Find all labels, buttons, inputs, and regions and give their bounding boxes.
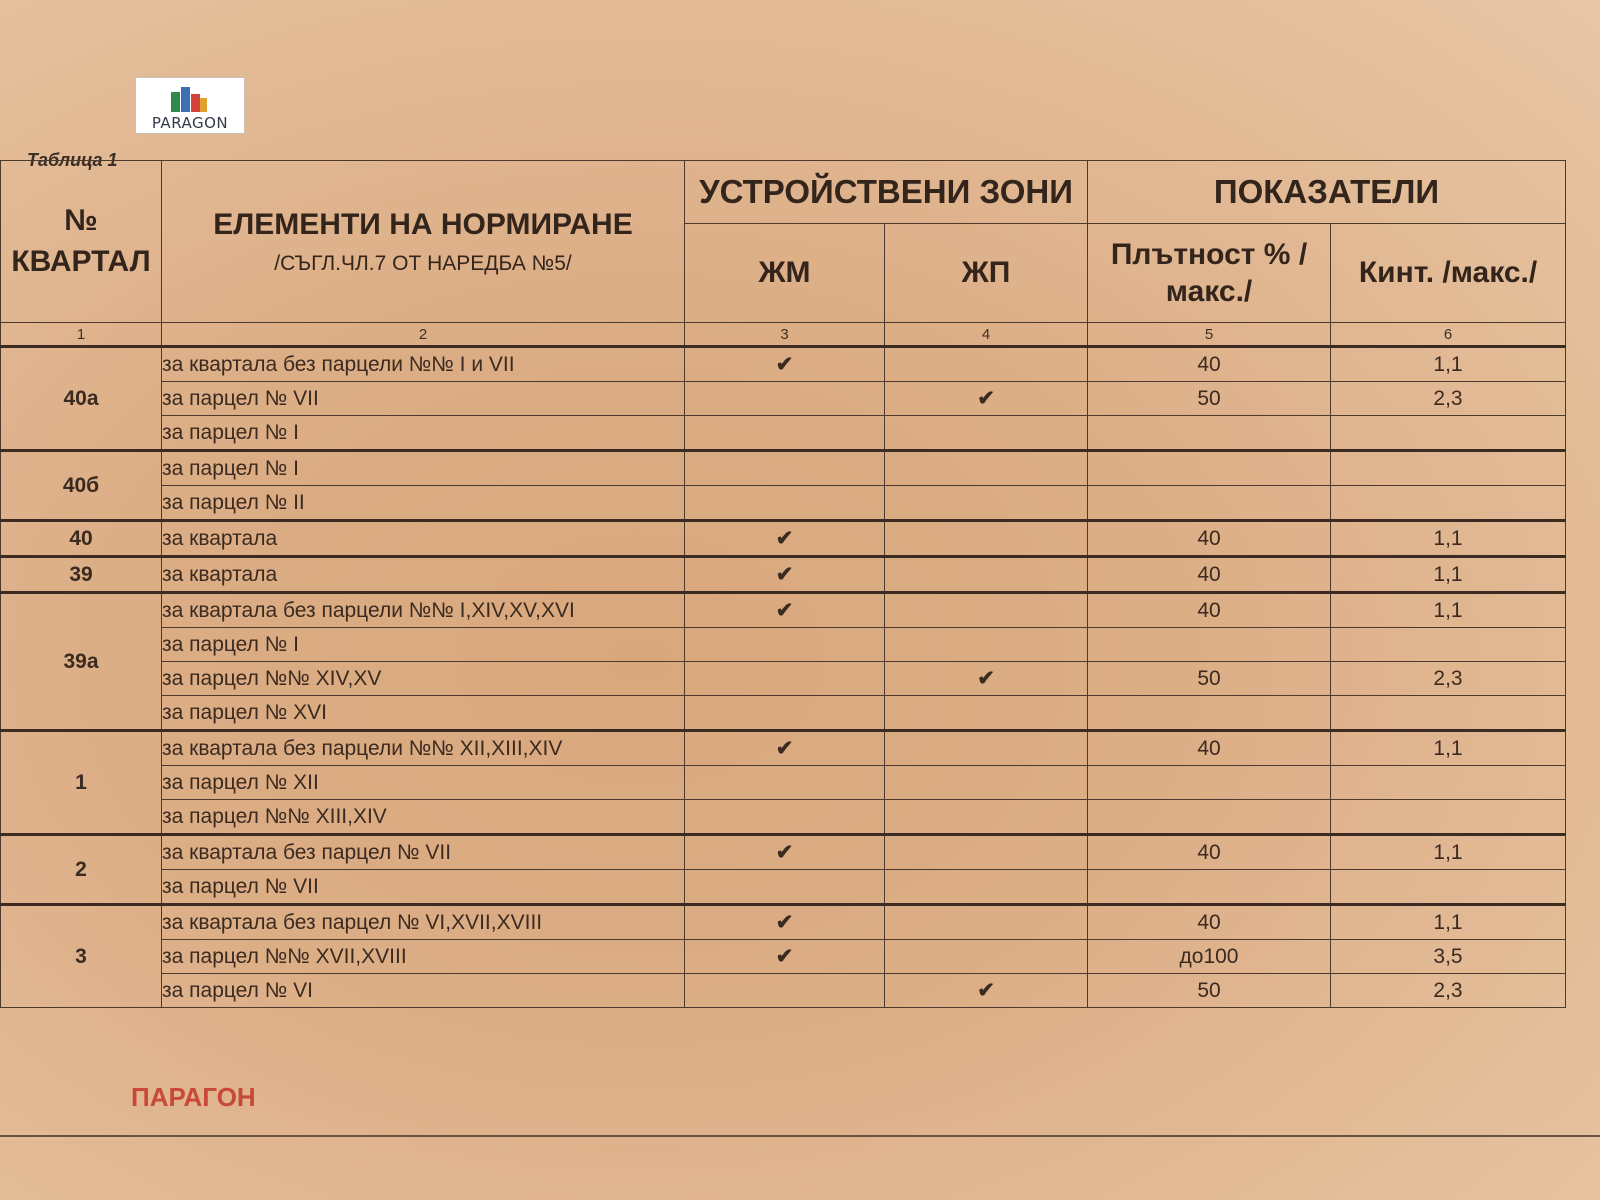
table-row (1, 347, 1566, 382)
zhp-check-cell (885, 593, 1088, 628)
table-row (1, 416, 1566, 451)
element-cell: за парцел № XVI (162, 696, 685, 731)
zhm-check-cell: ✔ (685, 731, 885, 766)
table-row (1, 766, 1566, 800)
zhp-check-cell (885, 835, 1088, 870)
block-number-cell: 40б (1, 451, 162, 521)
header-density: Плътност % /макс./ (1088, 224, 1331, 323)
element-cell: за парцел № I (162, 416, 685, 451)
kint-cell: 2,3 (1331, 974, 1566, 1008)
density-cell: 40 (1088, 521, 1331, 557)
table-row (1, 800, 1566, 835)
column-number: 3 (685, 323, 885, 347)
density-cell: 50 (1088, 382, 1331, 416)
density-cell: 40 (1088, 347, 1331, 382)
element-cell: за парцел № VII (162, 382, 685, 416)
zhm-check-cell: ✔ (685, 593, 885, 628)
zhp-check-cell (885, 696, 1088, 731)
header-kint: Кинт. /макс./ (1331, 224, 1566, 323)
zhm-check-cell (685, 766, 885, 800)
zhp-check-cell: ✔ (885, 382, 1088, 416)
zhp-check-cell (885, 521, 1088, 557)
zhm-check-cell (685, 382, 885, 416)
kint-cell: 2,3 (1331, 382, 1566, 416)
kint-cell (1331, 870, 1566, 905)
zhm-check-cell: ✔ (685, 347, 885, 382)
header-block: № КВАРТАЛ (1, 161, 162, 323)
kint-cell (1331, 696, 1566, 731)
density-cell (1088, 800, 1331, 835)
column-number: 5 (1088, 323, 1331, 347)
zhm-check-cell (685, 628, 885, 662)
element-cell: за квартала без парцел № VI,XVII,XVIII (162, 905, 685, 940)
zhp-check-cell (885, 800, 1088, 835)
kint-cell: 1,1 (1331, 593, 1566, 628)
logo-text: PARAGON (151, 114, 229, 132)
block-number-cell: 2 (1, 835, 162, 905)
element-cell: за парцел №№ XIII,XIV (162, 800, 685, 835)
density-cell: 40 (1088, 557, 1331, 593)
norms-table (0, 160, 1566, 1008)
zhm-check-cell: ✔ (685, 905, 885, 940)
zhp-check-cell (885, 940, 1088, 974)
element-cell: за квартала (162, 557, 685, 593)
zhm-check-cell (685, 662, 885, 696)
zhm-check-cell (685, 486, 885, 521)
zhm-check-cell (685, 696, 885, 731)
block-number-cell: 39а (1, 593, 162, 731)
table-row (1, 696, 1566, 731)
block-number-cell: 40а (1, 347, 162, 451)
kint-cell: 3,5 (1331, 940, 1566, 974)
zhm-check-cell (685, 800, 885, 835)
kint-cell (1331, 766, 1566, 800)
density-cell: 40 (1088, 593, 1331, 628)
zhp-check-cell (885, 731, 1088, 766)
header-elements (162, 161, 685, 323)
bottom-divider (0, 1135, 1600, 1137)
kint-cell (1331, 416, 1566, 451)
column-number: 2 (162, 323, 685, 347)
block-number-cell: 39 (1, 557, 162, 593)
density-cell (1088, 766, 1331, 800)
kint-cell (1331, 451, 1566, 486)
element-cell: за парцел № VII (162, 870, 685, 905)
table-row (1, 905, 1566, 940)
table-row (1, 662, 1566, 696)
column-number: 4 (885, 323, 1088, 347)
table-body (1, 347, 1566, 1008)
element-cell: за квартала без парцели №№ I и VII (162, 347, 685, 382)
header-indicators-group: ПОКАЗАТЕЛИ (1088, 161, 1566, 224)
column-number: 6 (1331, 323, 1566, 347)
header-zone-zhm: ЖМ (685, 224, 885, 323)
element-cell: за квартала без парцел № VII (162, 835, 685, 870)
table-row (1, 593, 1566, 628)
header-zone-zhp: ЖП (885, 224, 1088, 323)
kint-cell: 1,1 (1331, 347, 1566, 382)
header-elements-subtitle: /СЪГЛ.ЧЛ.7 ОТ НАРЕДБА №5/ (274, 251, 572, 275)
zhp-check-cell (885, 905, 1088, 940)
density-cell (1088, 628, 1331, 662)
header-elements-title: ЕЛЕМЕНТИ НА НОРМИРАНЕ (213, 207, 633, 241)
table-row (1, 731, 1566, 766)
table-caption: Таблица 1 (27, 150, 118, 170)
zhm-check-cell (685, 451, 885, 486)
density-cell: 50 (1088, 662, 1331, 696)
zhm-check-cell (685, 974, 885, 1008)
zhp-check-cell (885, 416, 1088, 451)
zhm-check-cell: ✔ (685, 521, 885, 557)
zhm-check-cell: ✔ (685, 557, 885, 593)
block-number-cell: 40 (1, 521, 162, 557)
density-cell: 40 (1088, 905, 1331, 940)
density-cell: 40 (1088, 731, 1331, 766)
table-row (1, 870, 1566, 905)
density-cell (1088, 696, 1331, 731)
density-cell: 50 (1088, 974, 1331, 1008)
kint-cell (1331, 800, 1566, 835)
zhp-check-cell: ✔ (885, 974, 1088, 1008)
zhm-check-cell (685, 416, 885, 451)
table-row (1, 382, 1566, 416)
kint-cell: 1,1 (1331, 521, 1566, 557)
zhp-check-cell (885, 486, 1088, 521)
paragon-logo (135, 77, 245, 134)
zhp-check-cell (885, 347, 1088, 382)
density-cell (1088, 870, 1331, 905)
density-cell (1088, 486, 1331, 521)
kint-cell: 1,1 (1331, 835, 1566, 870)
zhp-check-cell (885, 628, 1088, 662)
table-row (1, 521, 1566, 557)
zhm-check-cell: ✔ (685, 940, 885, 974)
table-row (1, 486, 1566, 521)
zhp-check-cell (885, 766, 1088, 800)
table-row (1, 835, 1566, 870)
block-number-cell: 1 (1, 731, 162, 835)
kint-cell: 1,1 (1331, 905, 1566, 940)
element-cell: за квартала без парцели №№ XII,XIII,XIV (162, 731, 685, 766)
element-cell: за парцел №№ XIV,XV (162, 662, 685, 696)
element-cell: за квартала без парцели №№ I,XIV,XV,XVI (162, 593, 685, 628)
table-row (1, 451, 1566, 486)
element-cell: за парцел № XII (162, 766, 685, 800)
table-row (1, 940, 1566, 974)
density-cell (1088, 416, 1331, 451)
element-cell: за парцел № I (162, 628, 685, 662)
column-number: 1 (1, 323, 162, 347)
zhp-check-cell: ✔ (885, 662, 1088, 696)
zhp-check-cell (885, 557, 1088, 593)
kint-cell: 2,3 (1331, 662, 1566, 696)
table-row (1, 974, 1566, 1008)
density-cell: до100 (1088, 940, 1331, 974)
header-zones-group: УСТРОЙСТВЕНИ ЗОНИ (685, 161, 1088, 224)
element-cell: за парцел №№ XVII,XVIII (162, 940, 685, 974)
kint-cell (1331, 486, 1566, 521)
table-row (1, 557, 1566, 593)
element-cell: за квартала (162, 521, 685, 557)
density-cell: 40 (1088, 835, 1331, 870)
kint-cell (1331, 628, 1566, 662)
block-number-cell: 3 (1, 905, 162, 1008)
zhp-check-cell (885, 870, 1088, 905)
element-cell: за парцел № VI (162, 974, 685, 1008)
zhm-check-cell: ✔ (685, 835, 885, 870)
buildings-icon (169, 84, 209, 114)
zhm-check-cell (685, 870, 885, 905)
table-row (1, 628, 1566, 662)
element-cell: за парцел № II (162, 486, 685, 521)
kint-cell: 1,1 (1331, 731, 1566, 766)
density-cell (1088, 451, 1331, 486)
zhp-check-cell (885, 451, 1088, 486)
kint-cell: 1,1 (1331, 557, 1566, 593)
element-cell: за парцел № I (162, 451, 685, 486)
footer-brand-text: ПАРАГОН (131, 1082, 256, 1112)
